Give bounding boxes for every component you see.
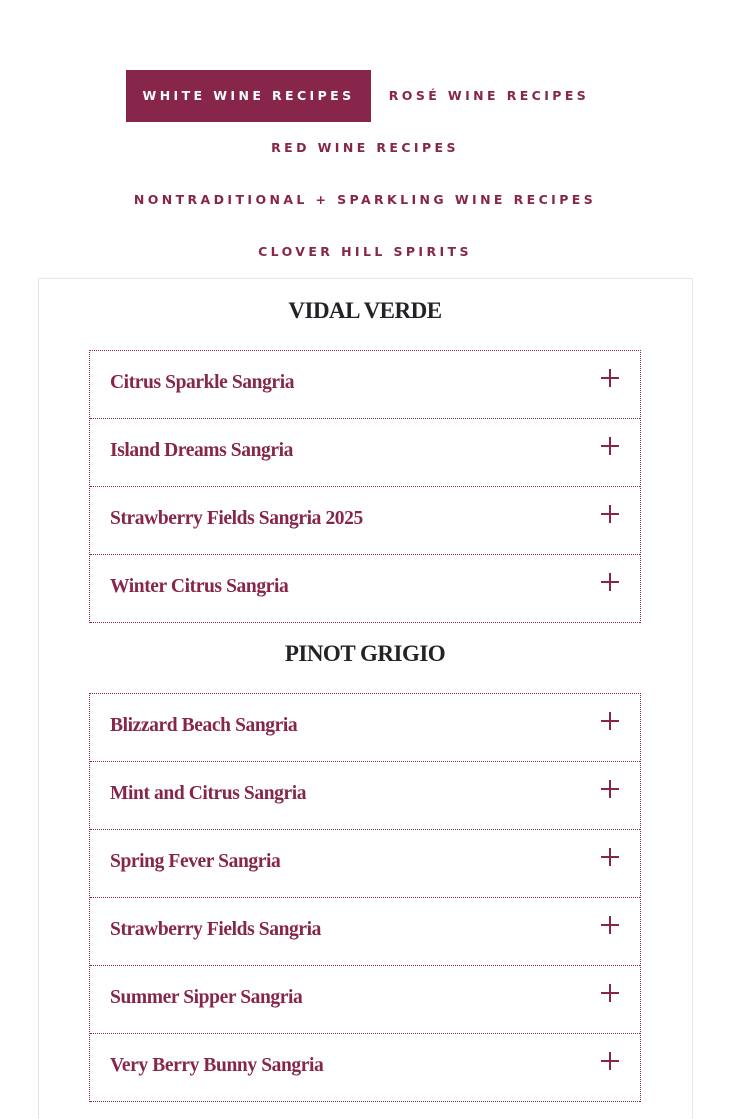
plus-icon[interactable] bbox=[601, 437, 619, 455]
section-title-pinot-grigio: PINOT GRIGIO bbox=[284, 641, 446, 666]
accordion-item[interactable] bbox=[90, 694, 640, 762]
plus-icon[interactable] bbox=[601, 712, 619, 730]
accordion-item-label: Mint and Citrus Sangria bbox=[110, 783, 307, 804]
plus-icon[interactable] bbox=[601, 369, 619, 387]
accordion-item-label: Island Dreams Sangria bbox=[110, 440, 294, 461]
tab-white-wine-recipes[interactable]: WHITE WINE RECIPES bbox=[126, 70, 371, 122]
accordion-item[interactable] bbox=[90, 419, 640, 487]
section-title-vidal-verde: VIDAL VERDE bbox=[288, 298, 442, 323]
plus-icon[interactable] bbox=[601, 1052, 619, 1070]
plus-icon[interactable] bbox=[601, 573, 619, 591]
accordion-item[interactable] bbox=[90, 966, 640, 1034]
accordion-item[interactable] bbox=[90, 487, 640, 555]
accordion-item[interactable] bbox=[90, 555, 640, 623]
recipe-accordion-pinot-grigio bbox=[89, 693, 641, 1102]
plus-icon[interactable] bbox=[601, 780, 619, 798]
accordion-item-label: Winter Citrus Sangria bbox=[110, 576, 289, 597]
accordion-item[interactable] bbox=[90, 898, 640, 966]
tab-clover-hill-spirits[interactable]: CLOVER HILL SPIRITS bbox=[258, 244, 472, 259]
plus-icon[interactable] bbox=[601, 916, 619, 934]
tab-red-wine-recipes[interactable]: RED WINE RECIPES bbox=[271, 140, 459, 155]
plus-icon[interactable] bbox=[601, 505, 619, 523]
tab-nontraditional-sparkling-wine-recipes[interactable]: NONTRADITIONAL + SPARKLING WINE RECIPES bbox=[133, 192, 597, 207]
accordion-item-label: Spring Fever Sangria bbox=[110, 851, 281, 872]
plus-icon[interactable] bbox=[601, 984, 619, 1002]
accordion-item[interactable] bbox=[90, 762, 640, 830]
accordion-item-label: Strawberry Fields Sangria 2025 bbox=[110, 508, 363, 529]
plus-icon[interactable] bbox=[601, 848, 619, 866]
recipe-accordion-vidal-verde bbox=[89, 350, 641, 623]
accordion-item-label: Blizzard Beach Sangria bbox=[110, 715, 298, 736]
accordion-item-label: Citrus Sparkle Sangria bbox=[110, 372, 295, 393]
accordion-item[interactable] bbox=[90, 830, 640, 898]
wine-recipe-tabs bbox=[0, 0, 730, 278]
accordion-item-label: Very Berry Bunny Sangria bbox=[110, 1055, 324, 1076]
accordion-item[interactable] bbox=[90, 1034, 640, 1102]
tab-rose-wine-recipes[interactable]: ROSÉ WINE RECIPES bbox=[388, 88, 590, 103]
accordion-item-label: Summer Sipper Sangria bbox=[110, 987, 303, 1008]
accordion-item-label: Strawberry Fields Sangria bbox=[110, 919, 321, 940]
accordion-item[interactable] bbox=[90, 351, 640, 419]
